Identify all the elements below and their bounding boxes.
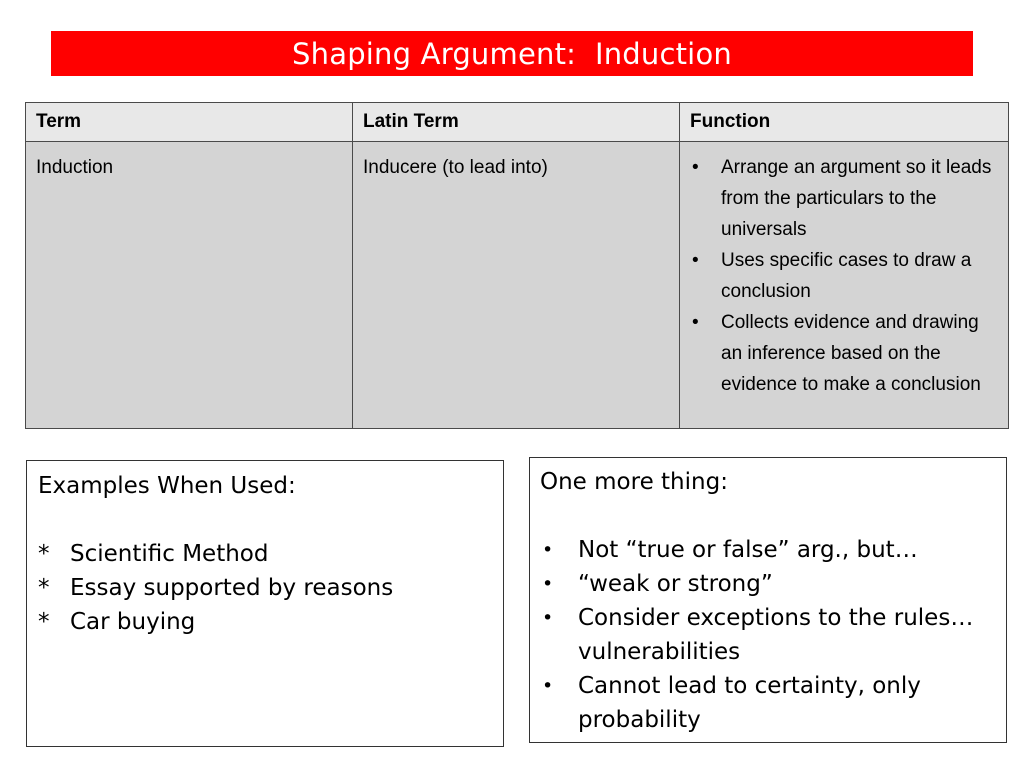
bullet-marker: • [542, 573, 554, 595]
header-latin-term: Latin Term [353, 103, 680, 142]
function-list [690, 152, 998, 400]
point-text: Cannot lead to certainty, only probability [578, 673, 921, 733]
list-item [540, 533, 996, 567]
example-text: Essay supported by reasons [70, 575, 394, 601]
asterisk-marker: * [38, 609, 50, 635]
list-item [38, 605, 493, 639]
cell-term: Induction [26, 142, 353, 429]
examples-heading: Examples When Used: [38, 473, 296, 499]
bullet-marker: • [542, 539, 554, 561]
cell-latin-term: Inducere (to lead into) [353, 142, 680, 429]
title-banner [51, 31, 973, 76]
examples-box [26, 460, 504, 747]
function-item: • Collects evidence and drawing an inference based on the evidence to make a conclusion [690, 307, 998, 400]
asterisk-marker: * [38, 541, 50, 567]
point-text: “weak or strong” [578, 571, 773, 597]
list-item [540, 669, 996, 737]
one-more-thing-list [540, 533, 996, 737]
induction-table [25, 102, 1009, 429]
asterisk-marker: * [38, 575, 50, 601]
table-row [26, 142, 1009, 429]
bullet-marker: • [542, 675, 554, 697]
function-item: • Arrange an argument so it leads from the particulars to the universals [690, 152, 998, 245]
example-text: Scientific Method [70, 541, 269, 567]
bullet-marker: • [542, 607, 554, 629]
table-header-row [26, 103, 1009, 142]
list-item [38, 537, 493, 571]
cell-function [680, 142, 1009, 429]
function-item: • Uses specific cases to draw a conclusion [690, 245, 998, 307]
header-function: Function [680, 103, 1009, 142]
example-text: Car buying [70, 609, 196, 635]
examples-list [38, 537, 493, 639]
list-item [540, 601, 996, 669]
list-item [540, 567, 996, 601]
header-term: Term [26, 103, 353, 142]
point-text: Not “true or false” arg., but… [578, 537, 918, 563]
list-item [38, 571, 493, 605]
one-more-thing-box [529, 457, 1007, 743]
one-more-thing-heading: One more thing: [540, 469, 728, 495]
point-text: Consider exceptions to the rules…vulnerabilities [578, 605, 974, 665]
slide-title: Shaping Argument: Induction [292, 36, 732, 71]
